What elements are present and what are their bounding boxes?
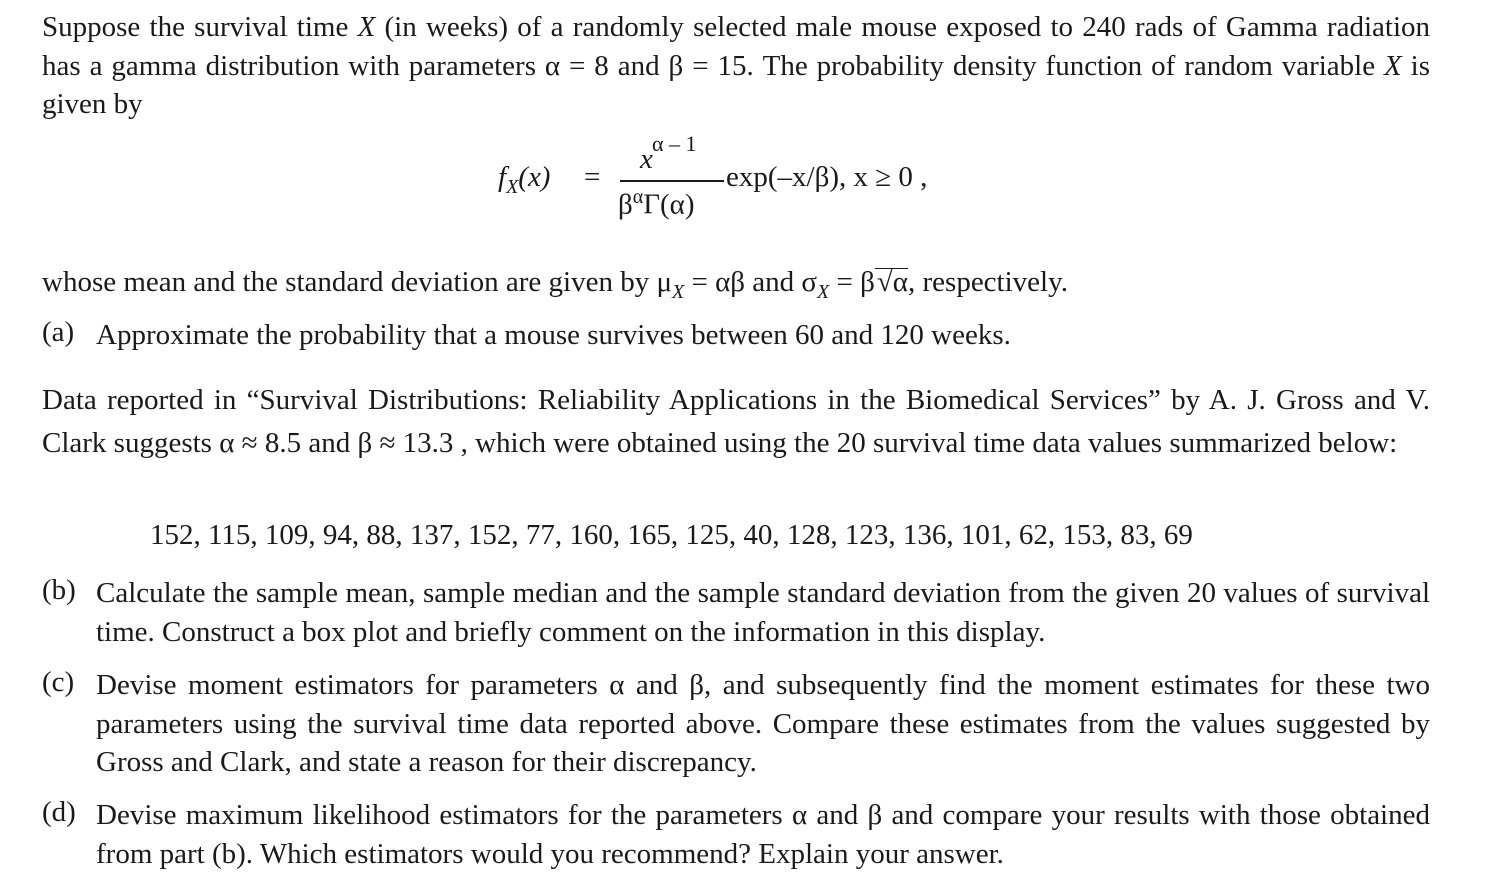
- intro-paragraph: [42, 8, 1430, 124]
- part-b: [42, 574, 1430, 651]
- denominator: $\beta^\alpha\Gamma(\alpha)$: [618, 186, 695, 221]
- part-c-label: (c): [42, 666, 75, 698]
- part-b-label: (b): [42, 574, 76, 606]
- part-a-text: Approximate the probability that a mouse survives between 60 and 120 weeks.: [96, 319, 1011, 351]
- intro-text-2: (in weeks) of a randomly selected male mouse exposed to 240 rads of Gamma radiation has a gamma distribution with parameters α = 8 and β = 15. The probability density function of random variable: [42, 11, 1431, 82]
- part-d: [42, 796, 1430, 873]
- survival-data-values: 152, 115, 109, 94, 88, 137, 152, 77, 160, 165, 125, 40, 128, 123, 136, 101, 62, 153, 83, 69: [150, 519, 1193, 551]
- sqrt-alpha: √α: [876, 266, 908, 298]
- numerator: x: [640, 143, 653, 175]
- formula-fraction: [616, 131, 726, 231]
- data-intro-paragraph: [42, 379, 1430, 465]
- intro-var-x2: X: [1384, 49, 1402, 82]
- part-a-label: (a): [42, 316, 75, 348]
- part-c: [42, 666, 1430, 782]
- part-d-label: (d): [42, 796, 76, 828]
- formula-rhs: exp(–x/β), x ≥ 0 ,: [726, 161, 928, 193]
- fraction-bar: [620, 180, 724, 182]
- part-c-text: Devise moment estimators for parameters α and β, and subsequently find the moment estimates for these two parameters using the survival time data reported above. Compare these estimates from the values suggested by Gross and Clark, and state a reason for their discrepancy.: [96, 669, 1430, 778]
- numerator-exponent: α – 1: [652, 131, 697, 156]
- part-b-text: Calculate the sample mean, sample median and the sample standard deviation from the given 20 values of survival time. Construct a box plot and briefly comment on the information in this display.: [96, 577, 1430, 648]
- part-d-text: Devise maximum likelihood estimators for the parameters α and β and compare your results with those obtained from part (b). Which estimators would you recommend? Explain your answer.: [96, 799, 1430, 870]
- formula-equals: =: [584, 161, 601, 193]
- intro-text-1: Suppose the survival time: [42, 11, 358, 43]
- formula-lhs: $f_X(x)$: [498, 161, 551, 198]
- intro-var-x: X: [357, 11, 376, 43]
- pdf-formula: [498, 131, 1018, 231]
- intro-text-3: is given by: [42, 49, 1431, 120]
- data-intro-text: Data reported in “Survival Distributions: Reliability Applications in the Biomedical Services” by A. J. Gross and V. Clark suggests α ≈ 8.5 and β ≈ 13.3 , which were obtained using the 20 survival time data values summarized below:: [42, 384, 1430, 459]
- mean-sd-line: whose mean and the standard deviation are given by $\mu_X = \alpha\beta$ and $\sigma_X = \beta√\alpha$, respectively.: [42, 266, 1068, 303]
- part-a: [42, 316, 1430, 355]
